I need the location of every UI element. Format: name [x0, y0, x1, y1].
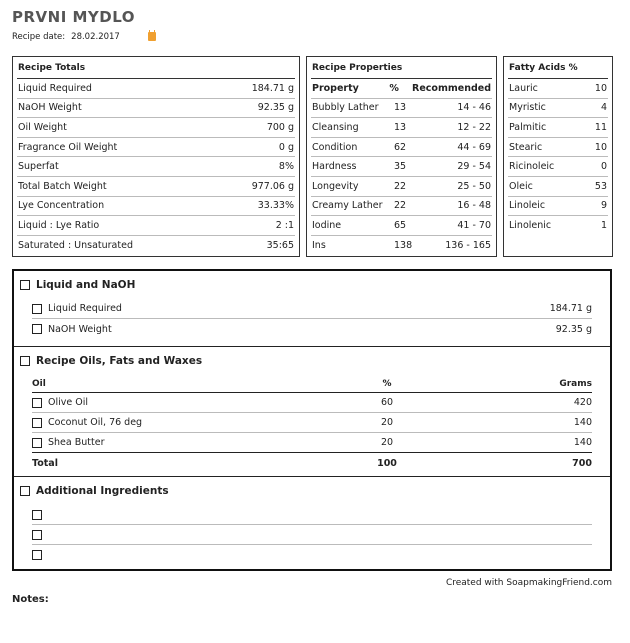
fatty-acid-name: Myristic	[509, 102, 546, 114]
fatty-acid-name: Palmitic	[509, 121, 547, 133]
property-recommended: 29 - 54	[457, 161, 491, 173]
property-recommended: 25 - 50	[457, 180, 491, 192]
table-row	[17, 138, 295, 158]
table-row	[32, 433, 592, 453]
calendar-icon[interactable]	[148, 32, 156, 41]
row-label: Superfat	[18, 161, 59, 173]
created-with-credit: Created with SoapmakingFriend.com	[445, 578, 612, 588]
table-row	[508, 118, 608, 138]
total-pct: 100	[377, 457, 397, 469]
col-header-grams: Grams	[559, 378, 592, 389]
col-header-pct: %	[382, 378, 392, 389]
recipe-date	[12, 32, 120, 42]
recipe-date-value: 28.02.2017	[71, 32, 120, 42]
table-row	[311, 197, 492, 217]
liquid-naoh-title	[14, 271, 610, 299]
table-row	[311, 177, 492, 197]
recipe-date-label: Recipe date:	[12, 32, 66, 42]
property-name: Ins	[312, 240, 326, 252]
oil-grams: 140	[573, 437, 592, 448]
table-row	[311, 216, 492, 236]
oil-name: Shea Butter	[48, 437, 105, 448]
recipe-title: PRVNI MYDLO	[12, 8, 136, 26]
table-header-row	[311, 79, 492, 99]
liquid-naoh-section	[14, 271, 610, 347]
list-item	[32, 299, 592, 319]
additional-section	[14, 477, 610, 565]
property-name: Cleansing	[312, 121, 359, 133]
table-row	[17, 79, 295, 99]
property-recommended: 14 - 46	[457, 102, 491, 114]
property-pct: 22	[394, 200, 407, 212]
oil-grams: 140	[573, 417, 592, 428]
recipe-properties-header: Recipe Properties	[311, 57, 492, 79]
olive-oil-checkbox[interactable]	[32, 398, 42, 408]
fatty-acid-name: Linolenic	[509, 220, 552, 232]
table-row	[508, 99, 608, 119]
property-recommended: 44 - 69	[457, 141, 491, 153]
table-row	[32, 393, 592, 413]
oils-title-text: Recipe Oils, Fats and Waxes	[36, 355, 203, 367]
fatty-acid-name: Oleic	[509, 180, 533, 192]
table-row	[17, 197, 295, 217]
list-item	[32, 525, 592, 545]
oil-name: Olive Oil	[48, 397, 88, 408]
property-pct: 22	[394, 180, 407, 192]
oil-name: Coconut Oil, 76 deg	[48, 417, 143, 428]
liquid-naoh-checkbox[interactable]	[20, 280, 30, 290]
row-label: NaOH Weight	[18, 102, 82, 114]
col-header-oil: Oil	[32, 378, 46, 389]
property-name: Longevity	[312, 180, 359, 192]
fatty-acid-value: 10	[594, 141, 607, 153]
property-pct: 13	[394, 121, 407, 133]
row-label: Saturated : Unsaturated	[18, 240, 133, 252]
row-label: Lye Concentration	[18, 200, 105, 212]
row-value: 184.71 g	[251, 82, 294, 94]
oil-pct: 20	[380, 437, 394, 448]
property-name: Creamy Lather	[312, 200, 383, 212]
fatty-acids-panel	[503, 56, 613, 257]
row-value: 92.35 g	[257, 102, 294, 114]
row-value: 0 g	[278, 141, 294, 153]
item-label: Liquid Required	[48, 303, 122, 314]
total-grams: 700	[572, 457, 592, 469]
shea-butter-checkbox[interactable]	[32, 438, 42, 448]
oils-section	[14, 347, 610, 477]
table-row	[17, 177, 295, 197]
fatty-acid-name: Ricinoleic	[509, 161, 555, 173]
fatty-acid-name: Stearic	[509, 141, 543, 153]
table-row	[508, 157, 608, 177]
additional-item-checkbox[interactable]	[32, 550, 42, 560]
additional-item-checkbox[interactable]	[32, 510, 42, 520]
fatty-acid-value: 11	[594, 121, 607, 133]
row-value: 700 g	[266, 121, 294, 133]
item-value: 92.35 g	[555, 323, 592, 335]
col-header-property: Property	[312, 82, 359, 94]
property-name: Condition	[312, 141, 358, 153]
table-row	[508, 138, 608, 158]
property-recommended: 41 - 70	[457, 219, 491, 231]
liquid-naoh-title-text: Liquid and NaOH	[36, 279, 136, 291]
table-row	[311, 138, 492, 158]
oil-grams: 420	[573, 397, 592, 408]
list-item	[32, 319, 592, 339]
row-value: 2 :1	[275, 219, 294, 231]
additional-item-checkbox[interactable]	[32, 530, 42, 540]
recipe-totals-panel	[12, 56, 300, 257]
fatty-acid-value: 4	[600, 102, 607, 114]
table-row	[508, 197, 608, 217]
list-item	[32, 545, 592, 565]
property-name: Hardness	[312, 161, 357, 173]
oil-pct: 20	[380, 417, 394, 428]
table-row	[32, 413, 592, 433]
property-pct: 138	[394, 240, 413, 252]
oils-checkbox[interactable]	[20, 356, 30, 366]
table-row	[508, 216, 608, 236]
fatty-acid-value: 0	[600, 161, 607, 173]
checklist-box	[12, 269, 612, 571]
additional-title	[14, 477, 610, 505]
property-pct: 65	[394, 219, 407, 231]
fatty-acid-value: 1	[600, 220, 607, 232]
table-row	[17, 99, 295, 119]
row-value: 8%	[278, 161, 294, 173]
table-row	[311, 236, 492, 256]
table-row	[508, 177, 608, 197]
list-item	[32, 505, 592, 525]
row-label: Oil Weight	[18, 121, 67, 133]
naoh-weight-checkbox[interactable]	[32, 324, 42, 334]
oils-title	[14, 347, 610, 375]
property-name: Iodine	[312, 219, 342, 231]
property-name: Bubbly Lather	[312, 102, 379, 114]
notes-label: Notes:	[12, 594, 49, 605]
recipe-properties-panel	[306, 56, 497, 257]
row-value: 977.06 g	[251, 180, 294, 192]
coconut-oil-checkbox[interactable]	[32, 418, 42, 428]
additional-checkbox[interactable]	[20, 486, 30, 496]
property-recommended: 16 - 48	[457, 200, 491, 212]
oils-total-row	[32, 453, 592, 473]
additional-title-text: Additional Ingredients	[36, 485, 169, 497]
row-value: 33.33%	[257, 200, 294, 212]
property-recommended: 12 - 22	[457, 121, 491, 133]
row-label: Liquid : Lye Ratio	[18, 219, 100, 231]
item-label: NaOH Weight	[48, 323, 112, 335]
recipe-totals-header: Recipe Totals	[17, 57, 295, 79]
row-label: Total Batch Weight	[18, 180, 107, 192]
property-pct: 35	[394, 161, 407, 173]
col-header-pct: %	[389, 82, 399, 94]
table-row	[17, 118, 295, 138]
table-row	[311, 157, 492, 177]
property-recommended: 136 - 165	[445, 240, 491, 252]
fatty-acid-name: Lauric	[509, 82, 538, 94]
table-row	[17, 157, 295, 177]
fatty-acid-value: 53	[594, 180, 607, 192]
table-row	[311, 118, 492, 138]
fatty-acids-header: Fatty Acids %	[508, 57, 608, 79]
total-label: Total	[32, 457, 58, 469]
row-label: Fragrance Oil Weight	[18, 141, 118, 153]
oils-header-row	[32, 375, 592, 393]
property-pct: 13	[394, 102, 407, 114]
fatty-acid-value: 9	[600, 200, 607, 212]
fatty-acid-name: Linoleic	[509, 200, 546, 212]
row-label: Liquid Required	[18, 82, 92, 94]
item-value: 184.71 g	[549, 303, 592, 314]
property-pct: 62	[394, 141, 407, 153]
liquid-required-checkbox[interactable]	[32, 304, 42, 314]
col-header-recommended: Recommended	[412, 82, 491, 94]
table-row	[508, 79, 608, 99]
oil-pct: 60	[380, 397, 394, 408]
row-value: 35:65	[266, 240, 294, 252]
fatty-acid-value: 10	[594, 82, 607, 94]
table-row	[311, 99, 492, 119]
table-row	[17, 236, 295, 256]
table-row	[17, 216, 295, 236]
